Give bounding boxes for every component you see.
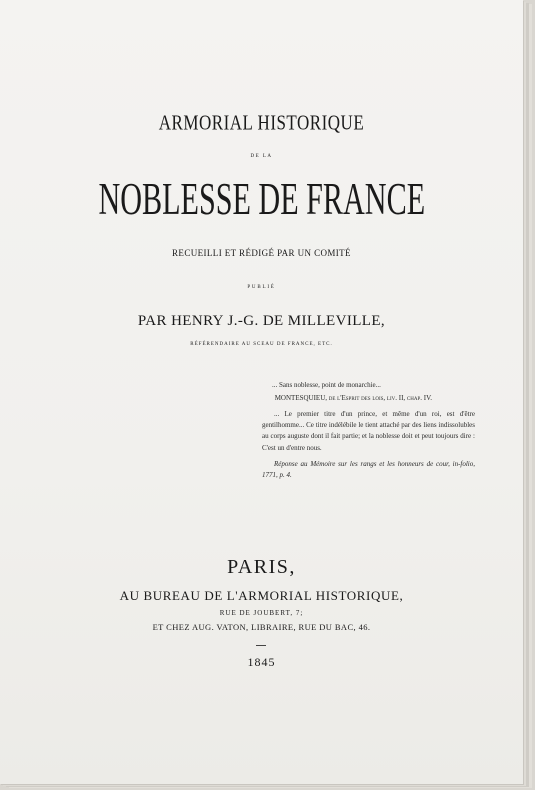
title-small: DE LA	[250, 154, 273, 159]
divider-rule	[256, 645, 266, 646]
epigraph-source-2: Réponse au Mémoire sur les rangs et les honneurs de cour, in-folio, 1771, p. 4.	[262, 460, 475, 480]
imprint-publisher: AU BUREAU DE L'ARMORIAL HISTORIQUE,	[119, 588, 404, 603]
author: PAR HENRY J.-G. DE MILLEVILLE,	[137, 313, 386, 329]
epigraph-source-1: MONTESQUIEU, de l'Esprit des lois, liv. II, chap. IV.	[274, 394, 432, 402]
epigraph-quote-2: ... Le premier titre d'un prince, et même d'un roi, est d'être gentilhomme... Ce titre indélébile le tient attaché par des liens indissolubles au corps auguste dont il fait partie; et la noblesse doit et peut toujours dire : C'est un d'entre nous.	[262, 410, 475, 452]
imprint-year: 1845	[247, 655, 276, 669]
subtitle: RECUEILLI ET RÉDIGÉ PAR UN COMITÉ	[172, 248, 351, 258]
author-role: RÉFÉRENDAIRE AU SCEAU DE FRANCE, ETC.	[190, 342, 333, 347]
epigraph-quote-1: ... Sans noblesse, point de monarchie...	[272, 381, 381, 389]
imprint-street: RUE DE JOUBERT, 7;	[219, 609, 304, 617]
title-top: ARMORIAL HISTORIQUE	[158, 110, 365, 135]
publie-label: PUBLIÉ	[247, 285, 276, 290]
title-main: NOBLESSE DE FRANCE	[98, 174, 425, 224]
imprint-other: ET CHEZ AUG. VATON, LIBRAIRE, RUE DU BAC, 46.	[152, 622, 371, 632]
imprint-city: PARIS,	[227, 556, 296, 578]
